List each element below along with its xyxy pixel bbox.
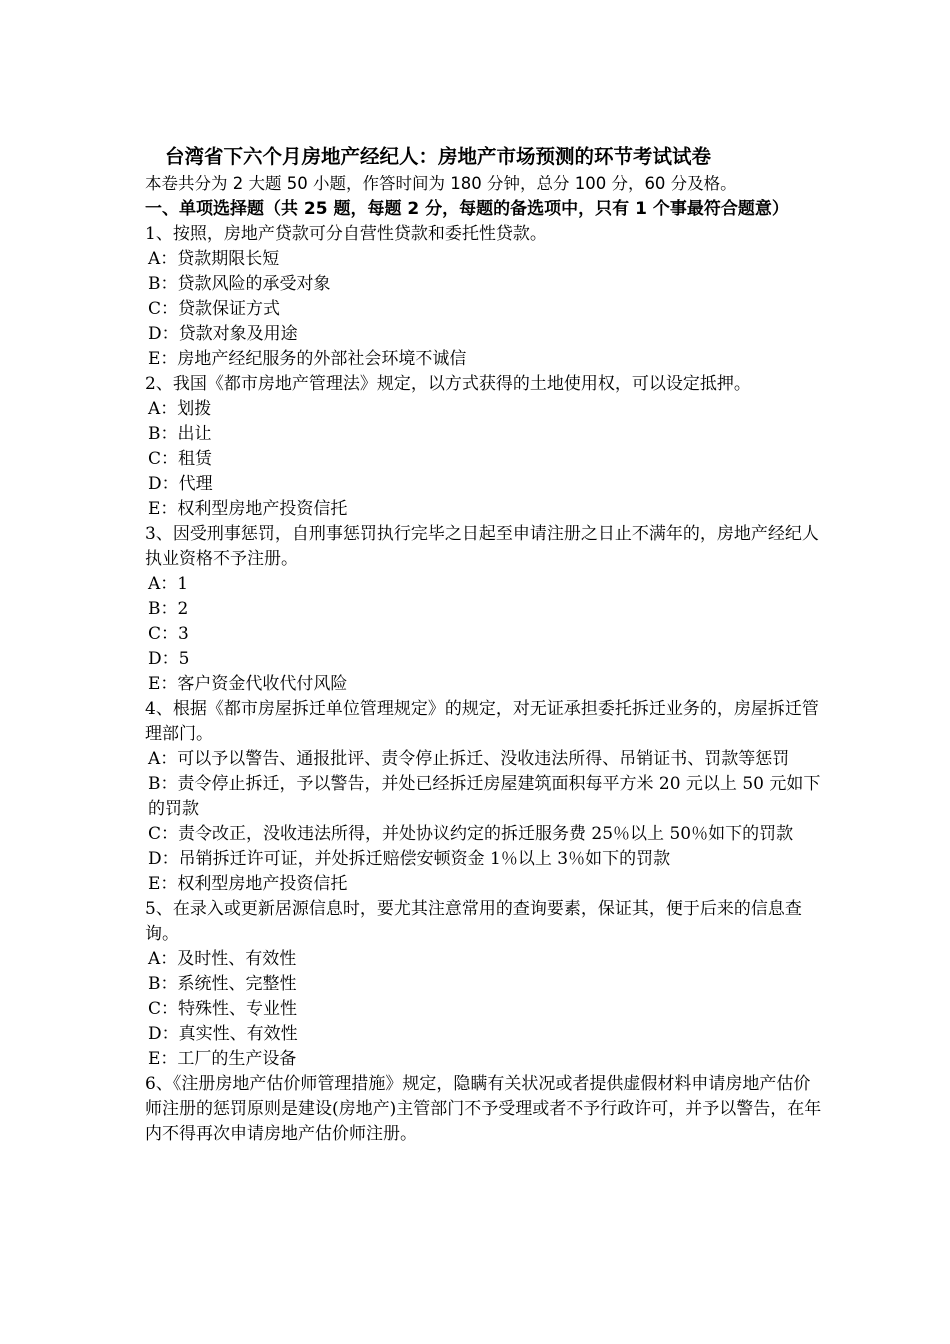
option-c: C：租赁 (148, 449, 213, 469)
question-2 (145, 372, 825, 522)
option-e: E：权利型房地产投资信托 (148, 499, 348, 519)
option-b: B：系统性、完整性 (148, 974, 297, 994)
option-b: B：贷款风险的承受对象 (148, 274, 331, 294)
section-heading: 一、单项选择题（共 25 题，每题 2 分，每题的备选项中，只有 1 个事最符合题意） (145, 199, 789, 219)
option-d: D：贷款对象及用途 (148, 324, 298, 344)
option-e: E：权利型房地产投资信托 (148, 874, 348, 894)
question-text: 6、《注册房地产估价师管理措施》规定，隐瞒有关状况或者提供虚假材料申请房地产估价师注册的惩罚原则是建设(房地产)主管部门不予受理或者不予行政许可，并予以警告，在年内不得再次申请房地产估价师注册。 (145, 1074, 822, 1144)
option-c: C：责令改正，没收违法所得，并处协议约定的拆迁服务费 25％以上 50％如下的罚款 (148, 824, 794, 844)
option-a: A：及时性、有效性 (148, 949, 297, 969)
option-a: A：1 (148, 574, 189, 594)
option-e: E：房地产经纪服务的外部社会环境不诚信 (148, 349, 467, 369)
question-text: 4、根据《都市房屋拆迁单位管理规定》的规定，对无证承担委托拆迁业务的，房屋拆迁管理部门。 (145, 699, 819, 744)
option-d: D：真实性、有效性 (148, 1024, 298, 1044)
question-text: 5、在录入或更新居源信息时，要尤其注意常用的查询要素，保证其，便于后来的信息查询。 (145, 899, 802, 944)
option-d: D：吊销拆迁许可证，并处拆迁赔偿安顿资金 1％以上 3％如下的罚款 (148, 849, 671, 869)
option-c: C：特殊性、专业性 (148, 999, 298, 1019)
option-d: D：代理 (148, 474, 213, 494)
option-b: B：2 (148, 599, 189, 619)
question-1 (145, 222, 825, 372)
option-c: C：贷款保证方式 (148, 299, 281, 319)
question-3 (145, 522, 825, 697)
question-text: 3、因受刑事惩罚，自刑事惩罚执行完毕之日起至申请注册之日止不满年的，房地产经纪人执业资格不予注册。 (145, 524, 819, 569)
document-page (145, 142, 825, 1147)
exam-intro: 本卷共分为 2 大题 50 小题，作答时间为 180 分钟，总分 100 分，60 分及格。 (145, 174, 737, 193)
option-d: D：5 (148, 649, 190, 669)
option-b: B：出让 (148, 424, 212, 444)
option-a: A：可以予以警告、通报批评、责令停止拆迁、没收违法所得、吊销证书、罚款等惩罚 (148, 749, 790, 769)
option-e: E：工厂的生产设备 (148, 1049, 297, 1069)
option-a: A：贷款期限长短 (148, 249, 280, 269)
question-text: 2、我国《都市房地产管理法》规定，以方式获得的土地使用权，可以设定抵押。 (145, 374, 751, 394)
question-4 (145, 697, 825, 897)
question-5 (145, 897, 825, 1072)
option-b: B：责令停止拆迁，予以警告，并处已经拆迁房屋建筑面积每平方米 20 元以上 50 元如下的罚款 (148, 774, 821, 819)
option-a: A：划拨 (148, 399, 212, 419)
document-title: 台湾省下六个月房地产经纪人：房地产市场预测的环节考试试卷 (165, 145, 712, 168)
option-e: E：客户资金代收代付风险 (148, 674, 348, 694)
question-text: 1、按照，房地产贷款可分自营性贷款和委托性贷款。 (145, 224, 547, 244)
option-c: C：3 (148, 624, 189, 644)
question-6 (145, 1072, 825, 1147)
